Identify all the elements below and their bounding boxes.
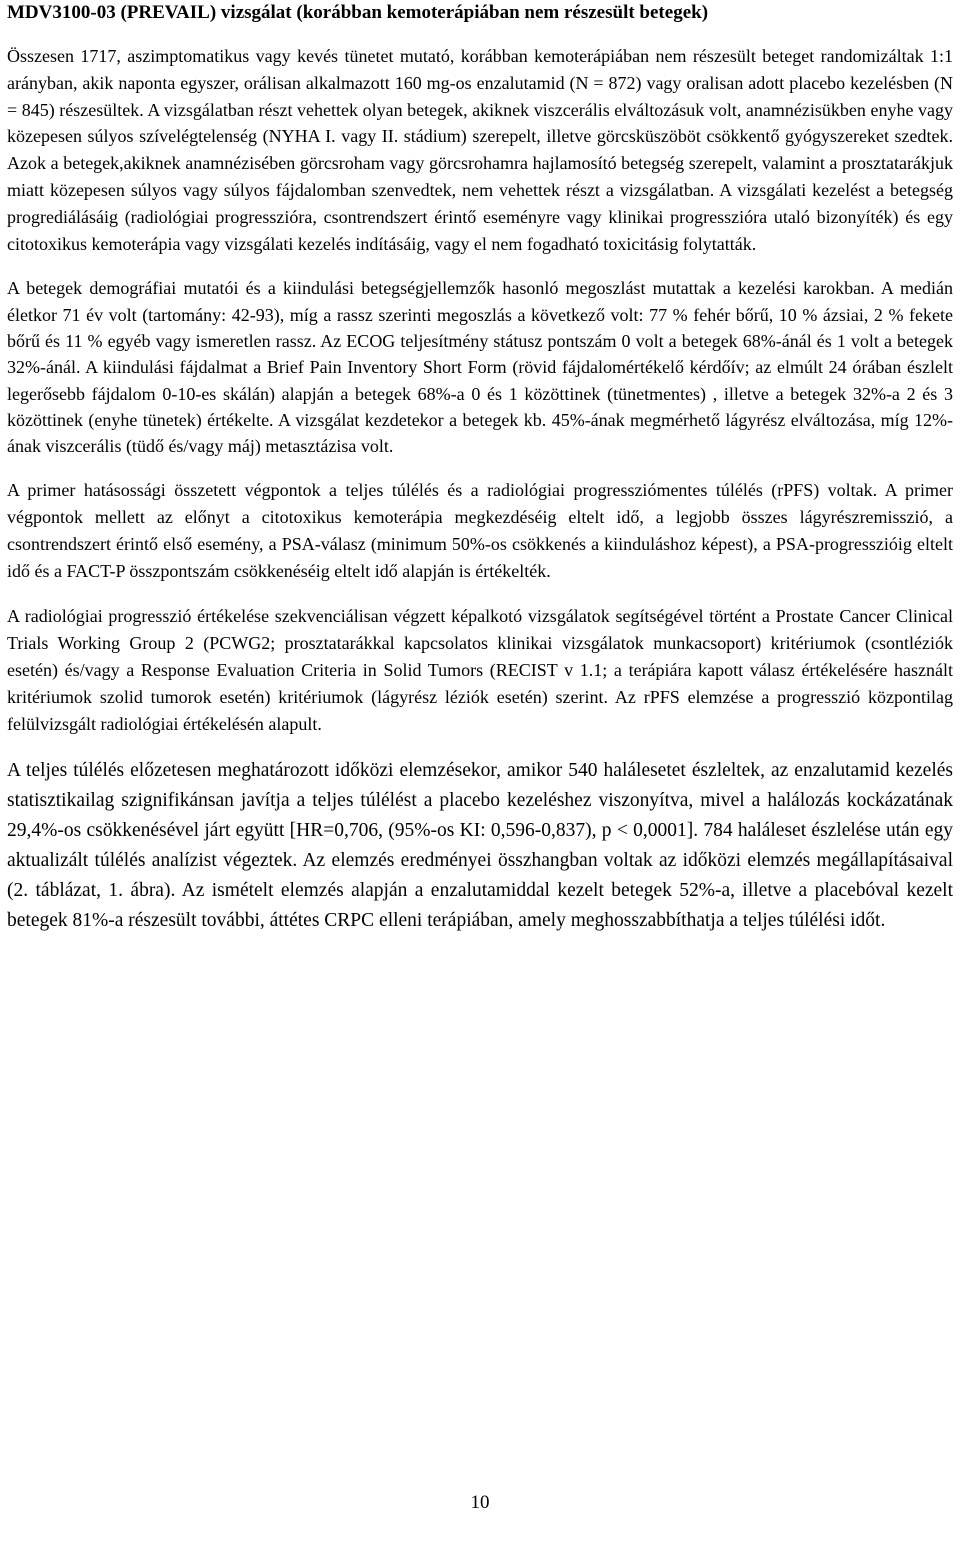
paragraph-radiological-progression: A radiológiai progresszió értékelése szekvenciálisan végzett képalkotó vizsgálatok segítségével történt a Prostate Cancer Clinical Trials Working Group 2 (PCWG2; prosztatarákkal kapcsolatos klinikai vizsgálatok munkacsoport) kritériumok (csontléziók esetén) és/vagy a Response Evaluation Criteria in Solid Tumors (RECIST v 1.1; a terápiára kapott válasz értékelésére használt kritériumok szolid tumorok esetén) kritériumok (lágyrész léziók esetén) szerint. Az rPFS elemzése a progresszió központilag felülvizsgált radiológiai értékelésén alapult. bbox=[7, 606, 953, 735]
page-number: 10 bbox=[470, 1492, 490, 1513]
document-page bbox=[7, 0, 953, 1547]
section-title: MDV3100-03 (PREVAIL) vizsgálat (korábban kemoterápiában nem részesült betegek) bbox=[7, 2, 709, 23]
paragraph-primary-endpoints: A primer hatásossági összetett végpontok a teljes túlélés és a radiológiai progressziómentes túlélés (rPFS) voltak. A primer végpontok mellett az előnyt a citotoxikus kemoterápia megkezdéséig eltelt idő, a legjobb összes lágyrészremisszió, a csontrendszert érintő első esemény, a PSA-válasz (minimum 50%-os csökkenés a kiinduláshoz képest), a PSA-progresszióig eltelt idő és a FACT-P összpontszám csökkenéséig eltelt idő alapján is értékelték. bbox=[7, 480, 953, 582]
paragraph-study-design: Összesen 1717, aszimptomatikus vagy kevés tünetet mutató, korábban kemoterápiában nem részesült beteget randomizáltak 1:1 arányban, akik naponta egyszer, orálisan alkalmazott 160 mg-os enzalutamid (N = 872) vagy oralisan adott placebo kezelésben (N = 845) részesültek. A vizsgálatban részt vehettek olyan betegek, akiknek viszcerális elváltozásuk volt, anamnézisükben enyhe vagy közepesen súlyos szívelégtelenség (NYHA I. vagy II. stádium) szerepelt, illetve görcsküszöböt csökkentő gyógyszereket szedtek. Azok a betegek,akiknek anamnézisében görcsroham vagy görcsrohamra hajlamosító betegség szerepelt, valamint a prosztatarákjuk miatt közepesen súlyos vagy súlyos fájdalomban szenvedtek, nem vehettek részt a vizsgálatban. A vizsgálati kezelést a betegség progrediálásáig (radiológiai progresszióra, csontrendszert érintő eseményre vagy klinikai progresszióra utaló bizonyíték) és egy citotoxikus kemoterápia vagy vizsgálati kezelés indításáig, vagy el nem fogadható toxicitásig folytatták. bbox=[7, 46, 953, 254]
paragraph-demographics: A betegek demográfiai mutatói és a kiindulási betegségjellemzők hasonló megoszlást mutattak a kezelési karokban. A medián életkor 71 év volt (tartomány: 42-93), míg a rassz szerinti megoszlás a következő volt: 77 % fehér bőrű, 10 % ázsiai, 2 % fekete bőrű és 11 % egyéb vagy ismeretlen rassz. Az ECOG teljesítmény státusz pontszám 0 volt a betegek 68%-ánál és 1 volt a betegek 32%-ánál. A kiindulási fájdalmat a Brief Pain Inventory Short Form (rövid fájdalomértékelő kérdőív; az elmúlt 24 órában észlelt legerősebb fájdalom 0-10-es skálán) alapján a betegek 68%-a 0 és 1 közöttinek (tünetmentes) , illetve a betegek 32%-a 2 és 3 közöttinek (enyhe tünetek) értékelte. A vizsgálat kezdetekor a betegek kb. 45%-ának megmérhető lágyrész elváltozása, míg 12%-ának viszcerális (tüdő és/vagy máj) metasztázisa volt. bbox=[7, 278, 953, 457]
paragraph-overall-survival: A teljes túlélés előzetesen meghatározott időközi elemzésekor, amikor 540 halálesetet észleltek, az enzalutamid kezelés statisztikailag szignifikánsan javítja a teljes túlélést a placebo kezeléshez viszonyítva, mivel a halálozás kockázatának 29,4%-os csökkenésével járt együtt [HR=0,706, (95%-os KI: 0,596-0,837), p < 0,0001]. 784 haláleset észlelése után egy aktualizált túlélés analízist végeztek. Az elemzés eredményei összhangban voltak az időközi elemzés megállapításaival (2. táblázat, 1. ábra). Az ismételt elemzés alapján a enzalutamiddal kezelt betegek 52%-a, illetve a placebóval kezelt betegek 81%-a részesült további, áttétes CRPC elleni terápiában, amely meghosszabbíthatja a teljes túlélési időt. bbox=[7, 760, 953, 932]
